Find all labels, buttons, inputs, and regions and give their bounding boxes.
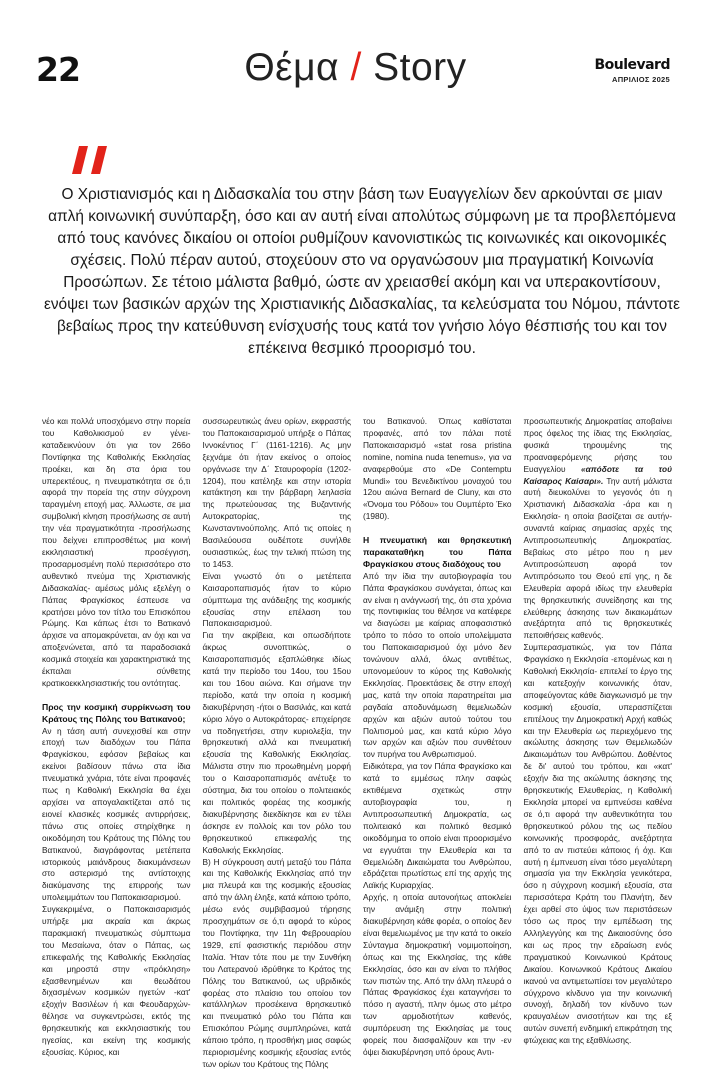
paragraph: Είναι γνωστό ότι ο μετέπειτα Καισαροπαπισμός ήταν το κύριο σύμπτωμα της ανάδειξης της κοσμικής εξουσίας στην επέλαση του Παποκαισαρισμού. [202,570,351,629]
paragraph: του Βατικανού. Όπως καθίσταται προφανές, από τον πάλαι ποτέ Παποκαισαρισμό «stat rosa pristina nomine, nomina nuda tenemus», για να αναφερθούμε στο «De Contemptu Mundi» του Βενεδικτίνου μοναχού του 12ου αιώνα Bernard de Cluny, και στο «Όνομα του Ρόδου» του Ουμπέρτο Έκο (1980). [363,416,512,522]
paragraph: συσσωρευτικώς άνευ ορίων, εκφραστής του Παποκαισαρισμού υπήρξε ο Πάπας Ιννοκέντιος Γ΄ (1161-1216). Ας μην ξεχνάμε ότι ήταν εκείνος ο οποίος οργάνωσε την Δ΄ Σταυροφορία (1202-1204), που κατέληξε και στην ιστορία κατάκτηση και την βάρβαρη λεηλασία της πρωτεύουσας της Βυζαντινής Αυτοκρατορίας, της Κωνσταντινούπολης. Από τις οποίες η Βασιλεύουσα ουδέποτε συνήλθε ουσιαστικώς, έως την τελική πτώση της το 1453. [202,416,351,569]
article-column-2 [203,416,352,1071]
article-column-1 [42,416,191,1071]
brand-logo: Boulevard [594,57,670,73]
paragraph: Συμπερασματικώς, για τον Πάπα Φραγκίσκο η Εκκλησία -επομένως και η Καθολική Εκκλησία- επιτελεί το έργο της και κατεξοχήν κοινωνικής όταν, αποφεύγοντας κάθε διαγκωνισμό με την κοσμική εξουσία, υπερασπίζεται επιτέλους την Δημοκρατική Αρχή καθώς και την Ελευθερία ως περιεχόμενο της ακώλυτης άσκησης των Θεμελιωδών Δικαιωμάτων του Ανθρώπου. Δοθέντος δε δι' αυτού του τρόπου, και «κατ' εξοχήν δια της ακώλυτης άσκησης της θρησκευτικής Ελευθερίας, η Καθολική Εκκλησία μπορεί να εμπνεύσει καθένα σε ό,τι αφορά την αυθεντικότητα του θρησκευτικού ρόλου της ως πεδίου κοινωνικής προσφοράς, ανεξάρτητα από το αν πιστεύει κάποιος ή όχι. Και αυτή η έμπνευση είναι τόσο μεγαλύτερη σημασία για την Εκκλησία γενικότερα, όσο η σύγχρονη κοσμική εξουσία, στα περισσότερα Κράτη του Πλανήτη, δεν έχει αρθεί στο ύψος των περιστάσεων τόσο ως προς την εμπέδωση της Αλληλεγγύης και της Δικαιοσύνης όσο και ως προς την εδραίωση ενός πραγματικού Κοινωνικού Κράτους Δικαίου. Κοινωνικού Κράτους Δικαίου ικανού να αντιμετωπίσει τον μεγαλύτερο σύγχρονο κίνδυνο για την κοινωνική συνοχή, δηλαδή τον κίνδυνο των κραυγαλέων ανισοτήτων και της εξ αυτών συνεπή ενδημική επικράτηση της φτώχειας και της εξαθλίωσης. [523,642,672,1046]
paragraph [524,416,673,642]
paragraph: Αν η τάση αυτή συνεχισθεί και στην εποχή των διαδόχων του Πάπα Φραγκίσκου, εφόσον βεβαίως και εκείνοι βαδίσουν πάνω στα ίδια πνευματικά χνάρια, τότε είναι προφανές πως η Καθολική Εκκλησία θα έχει αρχίσει να απογαλακτίζεται από τις ειονεί κλασικές κοσμικές αντιρρήσεις, πάνω στις οποίες στηρίχθηκε η οικοδόμηση του Κράτους της Πόλης του Βατικανού, διαγράφοντας μετέπειτα ιστορικούς μαιάνδρους διακυμάνσεων στο αστερισμό της αντίστοιχης διακύμανσης της επιρροής των υπολειμμάτων του Παποκαισαρισμού. [42,725,191,903]
paragraph-text: Την αυτή μάλιστα αυτή διευκολύνει το γεγονός ότι η Χριστιανική Διδασκαλία -άρα και η Εκκλησία- η οποία βασίζεται σε αυτήν- συναντά καίριας σημασίας αρχές της Αντιπροσωπευτικής Δημοκρατίας. Βεβαίως στο μέτρο που η μεν Αντιπροσώπευση αφορά τον Αντιπρόσωπο του Θεού επί γης, η δε Ελευθερία αφορά ιδίως την ελευθερία της θρησκευτικής συνείδησης και της ελεύθερης άσκησης των δικαιωμάτων ανεξάρτητα από τις θρησκευτικές πεποιθήσεις καθενός. [523,475,672,641]
article-column-4 [524,416,673,1071]
subheading: Η πνευματική και θρησκευτική παρακαταθήκη του Πάπα Φραγκίσκου στους διαδόχους του [363,535,512,569]
paragraph: Συγκεκριμένα, ο Παποκαισαρισμός υπήρξε μια ακραία και άκρως παρακμιακή πνευματικώς σύμπτωμα του Μεσαίωνα, όταν ο Πάπας, ως επικεφαλής της Καθολικής Εκκλησίας και μηροστά στην «πρόκληση» εξασθενημένων και θεωδάτου διχασμένων κοσμικών ηγετών -κατ' εξοχήν Βασιλέων ή και Φεουδαρχών- θέλησε να συγκεντρώσει, εκτός της θρησκευτικής και εκκλησιαστικής του ηγεσίας, και εκείνη της κοσμικής εξουσίας. Κύριος, και [42,904,191,1058]
paragraph: Ειδικότερα, για τον Πάπα Φραγκίσκο και κατά το εμμέσως πλην σαφώς εκτιθέμενα σχετικώς στην αυτοβιογραφία του, η Αντιπροσωπευτική Δημοκρατία, ως πολιτειακό και πολιτικό θεσμικό οικοδόμημα το οποίο είναι προορισμένο να εγγυάται την Ελευθερία και τα Θεμελιώδη Δικαιώματα του Ανθρώπου, εδράζεται πρωτίστως επί της αρχής της Λαϊκής Κυριαρχίας. [363,761,512,891]
quote-icon [72,146,110,176]
paragraph: Αρχής, η οποία αυτονοήτως αποκλείει την ανάμιξη στην πολιτική διακυβέρνηση κάθε φορέα, ο οποίος δεν είναι θεμελιωμένος με την κατά το οικείο Σύνταγμα δημοκρατική νομιμοποίηση, όπως και της Εκκλησίας, της κάθε Εκκλησίας, όσο και αν είναι το πλήθος των πιστών της. Από την άλλη πλευρά ο Πάπας Φραγκίσκος έχει καταγνήσει το πόσο η αγαστή, πλην όμως στο μέτρο των αρμοδιοτήτων καθενός, συμπόρευση της Εκκλησίας με τους φορείς που διασφαλίζουν και την -εν όψει διακυβέρνηση υπό όρους Αντι- [363,892,512,1058]
section-greek: Θέμα [244,46,340,89]
issue-date: ΑΠΡΙΛΙΟΣ 2025 [611,75,670,84]
paragraph: νέο και πολλά υποσχόμενο στην πορεία του Καθολικισμού εν γένει- καταδεικνύουν ότι για τον 266ο Ποντίφηκα της Καθολικής Εκκλησίας προέκει, και δη στα όρια του υπερεκτέους, η πνευματικότητα σε ό,τι αφορά την πορεία της στην σύγχρονη ταραγμένη εποχή μας. Άλλωστε, σε μια συμβολική κίνηση προσήλωσης σε αυτή την νέα πραγματικότητα -προσήλωσης που δείχνει επιπροσθέτως μια κοινή εκκλησιαστική προσέγγιση, προσαρμοσμένη πολύ περισσότερο στο αυθεντικό πνεύμα της Χριστιανικής Διδασκαλίας- αμέσως μόλις εξελέγη ο Πάπας Φραγκίσκος έσπευσε να κρατήσει μόνο τον τίτλο του Επισκόπου Ρώμης. Και κάπως έτσι το Βατικανό άρχισε να απομακρύνεται, αν όχι και να αποξενώνεται, από τα παραδοσιακά κοσμικά στοιχεία και χαρακτηριστικά της έκπαλαι σύνθετης κρατικοεκκλησιαστικής του οντότητας. [42,416,191,688]
paragraph: Για την ακρίβεια, και οπωσδήποτε άκρως συνοπτικώς, ο Καισαροπαπισμός εξαπλώθηκε ιδίως κατά την περίοδο του 14ου, του 15ου και του 16ου αιώνα. Και σήμανε την περίοδο, κατά την οποία η κοσμική διακυβέρνηση -ήτοι ο Βασιλιάς, και κατά κύριο λόγο ο Αυτοκράτορας- επιχείρησε να ποδηγετήσει, στην κυριολεξία, την θρησκευτική αλλά και πνευματική εξουσία της Καθολικής Εκκλησίας. Μάλιστα στην πιο προωθημένη μορφή του ο Καισαροπαπισμός ανέτυξε το σύστημα, δια του οποίου ο πολιτειακός και πολιτικός φορέας της κοσμικής διακυβέρνησης διεκδίκησε και εν τέλει άσκησε εν πολλοίς και τον ρόλο του θρησκευτικού επικεφαλής της Καθολικής Εκκλησίας. [202,630,351,855]
paragraph: Β) Η σύγκρουση αυτή μεταξύ του Πάπα και της Καθολικής Εκκλησίας από την μια πλευρά και της κοσμικής εξουσίας από την άλλη έληξε, κατά κάποιο τρόπο, μέσω ενός συμβιβασμού τήρησης προσχημάτων σε ό,τι αφορά το κύρος του Ποντίφηκα, την 11η Φεβρουαρίου 1929, επί φασιστικής περιόδου στην Ιταλία. Ήταν τότε που με την Συνθήκη του Λατερανού ιδρύθηκε το Κράτος της Πόλης του Βατικανού, ως υβριδικός φορέας στο πλαίσιο του οποίου τον κατάλληλων προσέκεινα θρησκευτικό και πνευματικό ρόλο του Πάπα και Επισκόπου Ρώμης συμπληρώνει, κατά κάποιο τρόπο, η προσθήκη μιας σαφώς περιορισμένης κοσμικής εξουσίας εντός των ορίων του Κράτους της Πόλης [202,856,351,1069]
paragraph-text: προσωπευτικής Δημοκρατίας αποβαίνει προς όφελος της ίδιας της Εκκλησίας, φυσικά τηρουμένης της προαναφερόμενης ρήσης του Ευαγγελίου [523,416,672,474]
section-separator: / [350,46,362,89]
pull-quote: Ο Χριστιανισμός και η Διδασκαλία του στην βάση των Ευαγγελίων δεν αρκούνται σε μιαν απλή κοινωνική συνύπαρξη, όσο και αν αυτή είναι απολύτως σύμφωνη με τα προβλεπόμενα από τους κανόνες δικαίου οι οποίοι ρυθμίζουν κανονιστικώς τις κοινωνικές και οικονομικές σχέσεις. Πολύ πέραν αυτού, στοχεύουν στο να οργανώσουν μια πραγματική Κοινωνία Προσώπων. Σε τέτοιο μάλιστα βαθμό, ώστε αν χρειασθεί ακόμη και να υπερακοντίσουν, ενόψει των βασικών αρχών της Χριστιανικής Διδασκαλίας, τα κελεύσματα του Νόμου, πάντοτε βεβαίως προς την κατεύθυνση ενίσχυσής τους κατά τον γνήσιο λόγο θέσπισής του και τον επέκεινα θεσμικό προορισμό του. [43,186,681,357]
page-number: 22 [36,50,80,89]
masthead [594,58,670,84]
paragraph: Από την ίδια την αυτοβιογραφία του Πάπα Φραγκίσκου συνάγεται, όπως και αν είναι η ανάγνωσή της, ότι στα χρόνια της ποντιφικίας του θέλησε να κατέφερε να διαγώσει με καίριας αποφασιστικό τρόπο το πόσο το οποίο υπολείμματα του Παποκαισαρισμού όχι μόνο δεν τονώνουν αλλά, όλως αντιθέτως, υπονομεύουν το κύρος της Καθολικής Εκκλησίας. Προεκτάσεις δε στην εποχή μας, κατά την οποία παρατηρείται μια ραγδαία αποδυνάμωση θεμελιωδών αρχών και αξιών αυτού τούτου του Πολιτισμού μας, και κατά κύριο λόγο των αρχών και αξιών που συνθέτουν τον πυρήνα του Ανθρωπισμού. [363,570,512,760]
article-body [42,416,672,1071]
gospel-quote: «απόδοτε τα τού Καίσαρος Καίσαρι». [523,463,672,486]
subheading: Προς την κοσμική συρρίκνωση του Κράτους της Πόλης του Βατικανού; [42,701,191,724]
article-column-3 [363,416,512,1071]
section-english: Story [373,46,467,89]
